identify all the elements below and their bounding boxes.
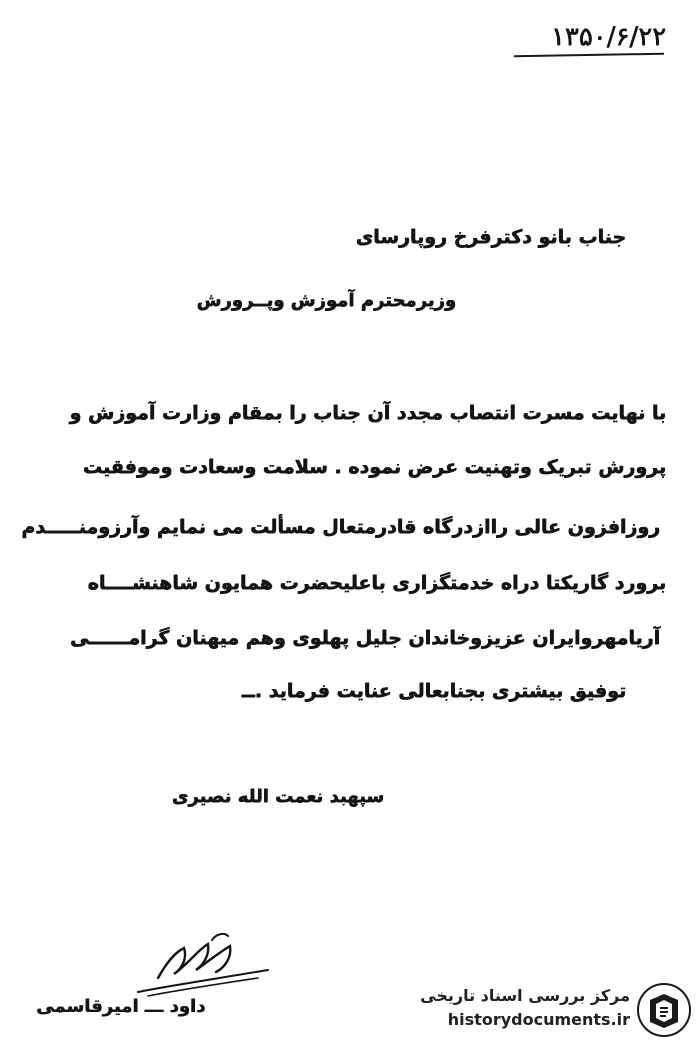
archive-watermark [407, 982, 692, 1038]
body-line: با نهایت مسرت انتصاب مجدد آن جناب را بمقام وزارت آموزش و [69, 402, 666, 424]
secondary-signatory: داود ـــ امیرقاسمی [36, 996, 206, 1017]
letter-date: ۱۳۵۰/۶/۲۲ [550, 22, 666, 52]
body-line: پرورش تبریک وتهنیت عرض نموده . سلامت وسعادت وموفقیت [82, 456, 666, 478]
watermark-url[interactable]: historydocuments.ir [447, 1010, 630, 1029]
archive-logo-icon [636, 982, 692, 1038]
letter-salutation: جناب بانو دکترفرخ روپارسای [355, 226, 626, 248]
body-line: روزافزون عالی راازدرگاه قادرمتعال مسألت می نمایم وآرزومنـــــدم [21, 516, 660, 538]
recipient-title: وزیرمحترم آموزش وپــرورش [196, 290, 456, 311]
handwritten-signature-icon [128, 930, 278, 1000]
date-underline [514, 53, 664, 58]
body-line: توفیق بیشتری بجنابعالی عنایت فرماید .ــ [241, 680, 626, 702]
body-line: برورد گاریکتا دراه خدمتگزاری باعلیحضرت همایون شاهنشــــاه [87, 572, 666, 594]
watermark-title: مرکز بررسی اسناد تاریخی [420, 986, 630, 1005]
body-line: آریامهروایران عزیزوخاندان جلیل پهلوی وهم میهنان گرامــــــی [69, 627, 660, 649]
signatory-name: سپهبد نعمت الله نصیری [171, 786, 384, 807]
